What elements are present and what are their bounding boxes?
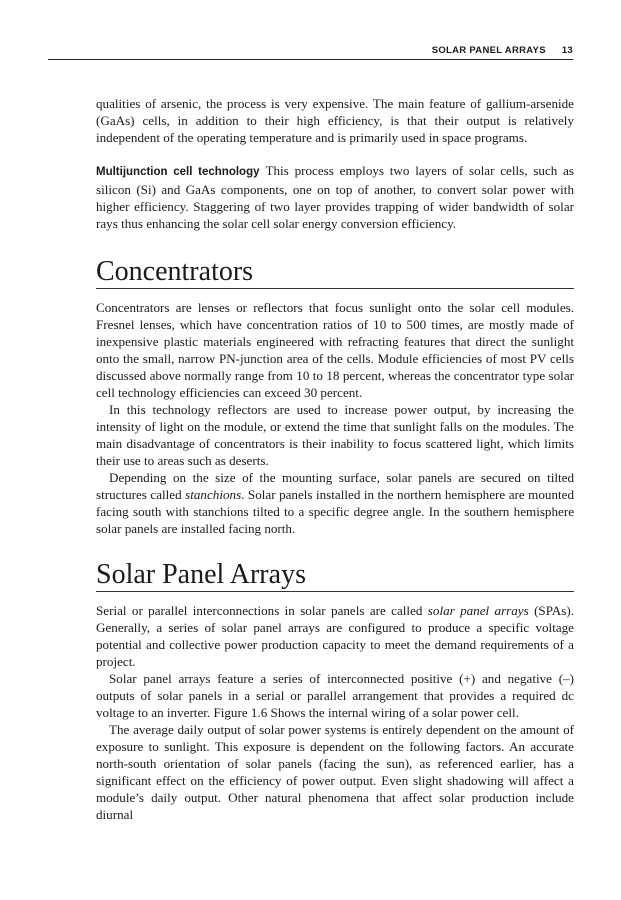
arrays-text-after: (SPAs). Generally, a series of solar panel arrays are configured to produce a specific voltage potential and collective power production capacity to meet the demand requirements of a project. <box>96 603 574 669</box>
page-content <box>96 95 574 823</box>
paragraph-concentrators-3 <box>96 469 574 537</box>
running-title: SOLAR PANEL ARRAYS <box>431 45 546 56</box>
paragraph-gaas-continuation: qualities of arsenic, the process is very expensive. The main feature of gallium-arsenide (GaAs) cells, in addition to their high efficiency, is that their output is relatively independent of the operating temperature and is primarily used in space programs. <box>96 96 574 145</box>
paragraph-arrays-2: Solar panel arrays feature a series of interconnected positive (+) and negative (–) outputs of solar panels in a serial or parallel arrangement that provides a required dc voltage to an inverter. Figure 1.6 Shows the internal wiring of a solar power cell. <box>96 671 574 720</box>
solar-panel-arrays-term: solar panel arrays <box>427 603 529 618</box>
section-heading-concentrators: Concentrators <box>96 256 574 289</box>
paragraph-arrays-1 <box>96 602 574 670</box>
paragraph-concentrators-2: In this technology reflectors are used to increase power output, by increasing the intensity of light on the module, or extend the time that sunlight falls on the modules. The main disadvantage of concentrators is their inability to focus scattered light, which limits their use to areas such as deserts. <box>96 402 574 468</box>
stanchions-term: stanchions <box>185 487 242 502</box>
section-heading-solar-panel-arrays: Solar Panel Arrays <box>96 559 574 592</box>
multijunction-text: This process employs two layers of solar cells, such as silicon (Si) and GaAs components, one on top of another, to convert solar power with higher efficiency. Staggering of two layer provides trapping of wider bandwidth of solar rays thus enhancing the solar cell solar energy conversion efficiency. <box>96 163 574 231</box>
paragraph-arrays-3: The average daily output of solar power systems is entirely dependent on the amount of exposure to sunlight. This exposure is dependent on the following factors. An accurate north-south orientation of solar panels (facing the sun), as referenced earlier, has a significant effect on the efficiency of power output. Even slight shadowing will affect a module’s daily output. Other natural phenomena that affect solar production include diurnal <box>96 722 574 822</box>
paragraph-multijunction <box>96 162 574 232</box>
paragraph-concentrators-1: Concentrators are lenses or reflectors that focus sunlight onto the solar cell modules. Fresnel lenses, which have concentration ratios of 10 to 500 times, are mostly made of inexpensive plastic materials engineered with refracting features that direct the sunlight onto the small, narrow PN-junction area of the cells. Module efficiencies of most PV cells discussed above normally range from 10 to 18 percent, whereas the concentrator type solar cell technology efficiencies can exceed 30 percent. <box>96 300 574 400</box>
stanchions-text-after: . Solar panels installed in the northern hemisphere are mounted facing south with stanchions tilted to a specific degree angle. In the southern hemisphere solar panels are installed facing north. <box>96 487 575 536</box>
page-number: 13 <box>561 45 573 56</box>
stanchions-text-before: Depending on the size of the mounting surface, solar panels are secured on tilted structures called <box>96 470 574 502</box>
running-header <box>48 45 573 60</box>
arrays-text-before: Serial or parallel interconnections in solar panels are called <box>96 603 428 618</box>
multijunction-runin-heading: Multijunction cell technology <box>96 166 260 178</box>
